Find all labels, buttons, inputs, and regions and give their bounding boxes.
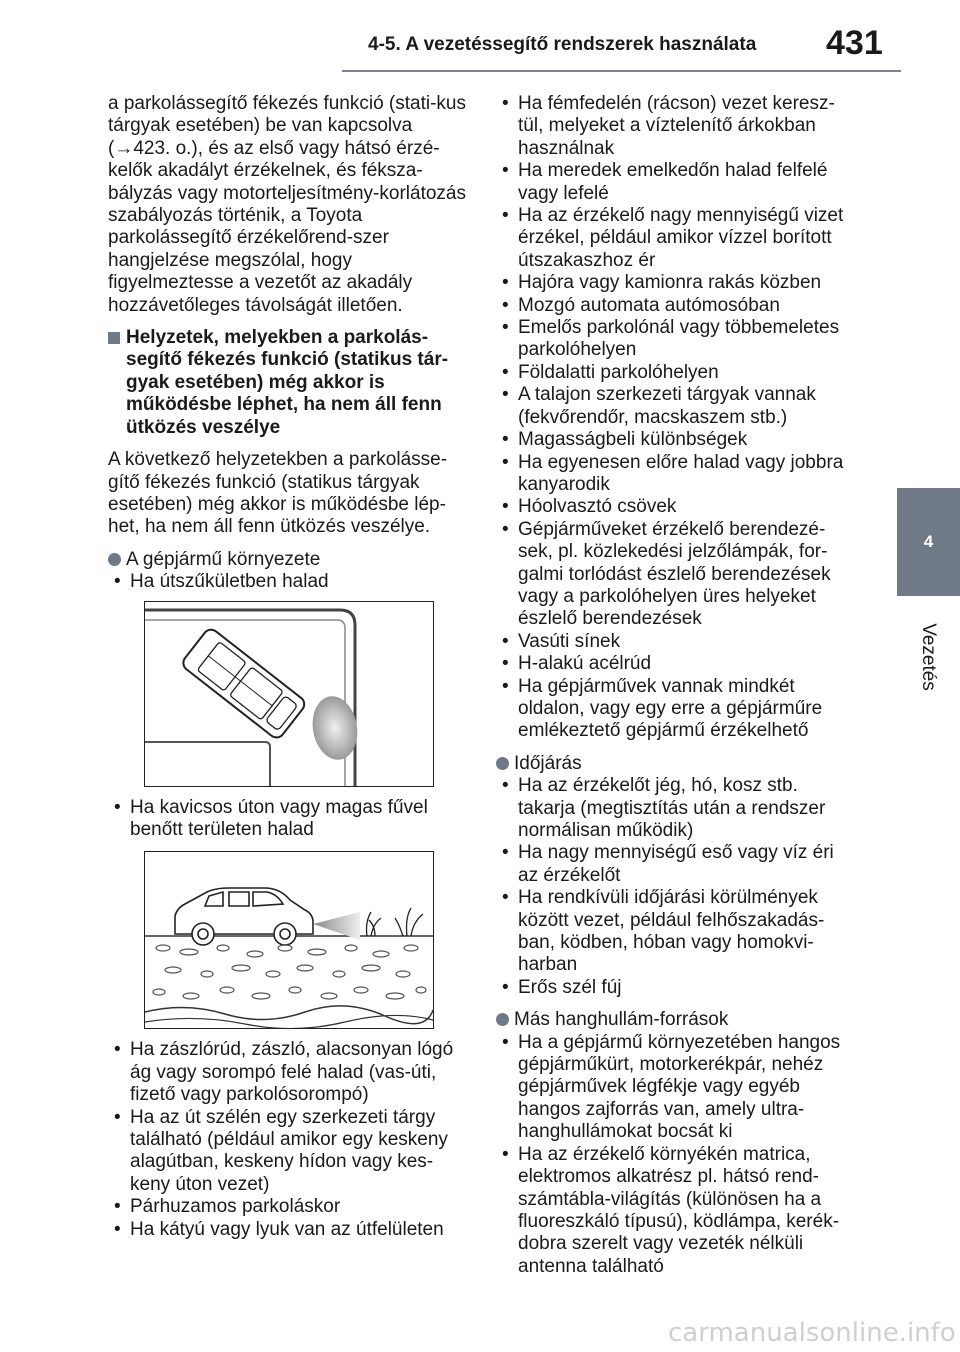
list-item: • Mozgó automata autómosóban xyxy=(496,295,856,317)
list-item: • Ha meredek emelkedőn halad felfelé vagy lefelé xyxy=(496,160,856,205)
group-heading-text: A gépjármű környezete xyxy=(126,548,321,570)
left-column xyxy=(108,93,468,1251)
group-heading-text: Más hanghullám-források xyxy=(514,1009,729,1031)
list-item: • Ha zászlórúd, zászló, alacsonyan lógó ág vagy sorompó felé halad (vas-úti, fizető vagy parkolósorompó) xyxy=(108,1039,468,1106)
chapter-number: 4 xyxy=(923,532,934,551)
bullet-list xyxy=(108,797,468,842)
list-item: • Emelős parkolónál vagy többemeletes parkolóhelyen xyxy=(496,317,856,362)
list-item: • Magasságbeli különbségek xyxy=(496,429,856,451)
list-item: • Gépjárműveket érzékelő berendezé-sek, pl. közlekedési jelzőlámpák, for-galmi torlódást észlelő berendezések vagy a parkolóhelyen üres helyeket észlelő berendezések xyxy=(496,519,856,631)
list-item: • Hóolvasztó csövek xyxy=(496,496,856,518)
circle-bullet-icon xyxy=(496,757,509,770)
page-number: 431 xyxy=(826,24,883,62)
bullet-list xyxy=(496,1032,856,1278)
chapter-tab[interactable] xyxy=(897,488,960,596)
list-item: • Vasúti sínek xyxy=(496,631,856,653)
group-heading-text: Időjárás xyxy=(514,752,582,774)
circle-bullet-icon xyxy=(496,1013,509,1026)
header-rule xyxy=(342,70,901,72)
square-bullet-icon xyxy=(108,332,120,344)
list-item: • Ha nagy mennyiségű eső vagy víz éri az érzékelőt xyxy=(496,842,856,887)
list-item: • Erős szél fúj xyxy=(496,977,856,999)
list-item: • H-alakú acélrúd xyxy=(496,653,856,675)
list-item: • Ha gépjárművek vannak mindkét oldalon, vagy egy erre a gépjárműre emlékeztető gépjármű érzékelhető xyxy=(496,676,856,743)
list-item: • Ha útszűkületben halad xyxy=(108,571,468,593)
section-heading xyxy=(108,327,468,439)
bullet-list xyxy=(496,93,856,743)
chapter-label: Vezetés xyxy=(918,623,939,691)
list-item: • Ha egyenesen előre halad vagy jobbra kanyarodik xyxy=(496,452,856,497)
list-item: • Ha kátyú vagy lyuk van az útfelületen xyxy=(108,1219,468,1241)
section-heading-text: Helyzetek, melyekben a parkolás-segítő fékezés funkció (statikus tár-gyak esetében) még akkor is működésbe léphet, ha nem áll fenn ütközés veszélye xyxy=(126,327,449,438)
circle-bullet-icon xyxy=(108,553,121,566)
section-paragraph: A következő helyzetekben a parkolásse-gítő fékezés funkció (statikus tárgyak esetében) még akkor is működésbe lép-het, ha nem áll fenn ütközés veszélye. xyxy=(108,449,448,538)
list-item: • Ha az út szélén egy szerkezeti tárgy található (például amikor egy keskeny alagútban, keskeny hídon vagy kes-keny úton vezet) xyxy=(108,1107,468,1197)
gravel-road-illustration xyxy=(145,852,433,1028)
group-heading-environment xyxy=(108,549,468,571)
narrow-road-illustration xyxy=(145,602,433,786)
figure-narrow-road xyxy=(144,601,434,787)
intro-paragraph: a parkolássegítő fékezés funkció (stati-kus tárgyak esetében) be van kapcsolva (→423. o.), és az első vagy hátsó érzé-kelők akadályt érzékelnek, és féksza-bályzás vagy motorteljesítmény-korlátozás szabályozás történik, a Toyota parkolássegítő érzékelőrend-szer hangjelzése megszólal, hogy figyelmeztesse a vezetőt az akadály hozzávetőleges távolságát illetően. xyxy=(108,93,467,316)
header-title: 4-5. A vezetéssegítő rendszerek használata xyxy=(368,34,757,55)
list-item: • Hajóra vagy kamionra rakás közben xyxy=(496,272,856,294)
right-column xyxy=(496,93,856,1288)
bullet-list xyxy=(108,571,468,593)
watermark[interactable]: carmanualsonline.info xyxy=(668,1318,956,1348)
list-item: • Ha rendkívüli időjárási körülmények között vezet, például felhőszakadás-ban, ködben, hóban vagy homokvi-harban xyxy=(496,887,856,977)
list-item: • Ha az érzékelő környékén matrica, elektromos alkatrész pl. hátsó rend-számtábla-világítás (különösen ha a fluoreszkáló típusú), ködlámpa, kerék-dobra szerelt vagy vezeték nélküli antenna található xyxy=(496,1144,856,1278)
bullet-list xyxy=(108,1039,468,1241)
list-item: • Ha a gépjármű környezetében hangos gépjárműkürt, motorkerékpár, nehéz gépjárművek légfékje vagy egyéb hangos zajforrás van, amely ultra-hanghullámokat bocsát ki xyxy=(496,1032,856,1144)
list-item: • Ha fémfedelén (rácson) vezet keresz-tül, melyeket a víztelenítő árkokban használnak xyxy=(496,93,856,160)
list-item: • Párhuzamos parkoláskor xyxy=(108,1196,468,1218)
group-heading-weather xyxy=(496,753,856,775)
list-item: • Földalatti parkolóhelyen xyxy=(496,362,856,384)
list-item: • Ha az érzékelőt jég, hó, kosz stb. takarja (megtisztítás után a rendszer normálisan működik) xyxy=(496,775,856,842)
bullet-list xyxy=(496,775,856,999)
list-item: • A talajon szerkezeti tárgyak vannak (fekvőrendőr, macskaszem stb.) xyxy=(496,384,856,429)
figure-gravel-road xyxy=(144,851,434,1029)
list-item: • Ha kavicsos úton vagy magas fűvel benőtt területen halad xyxy=(108,797,468,842)
group-heading-sound xyxy=(496,1009,856,1031)
list-item: • Ha az érzékelő nagy mennyiségű vizet érzékel, például amikor vízzel borított útszakaszhoz ér xyxy=(496,205,856,272)
